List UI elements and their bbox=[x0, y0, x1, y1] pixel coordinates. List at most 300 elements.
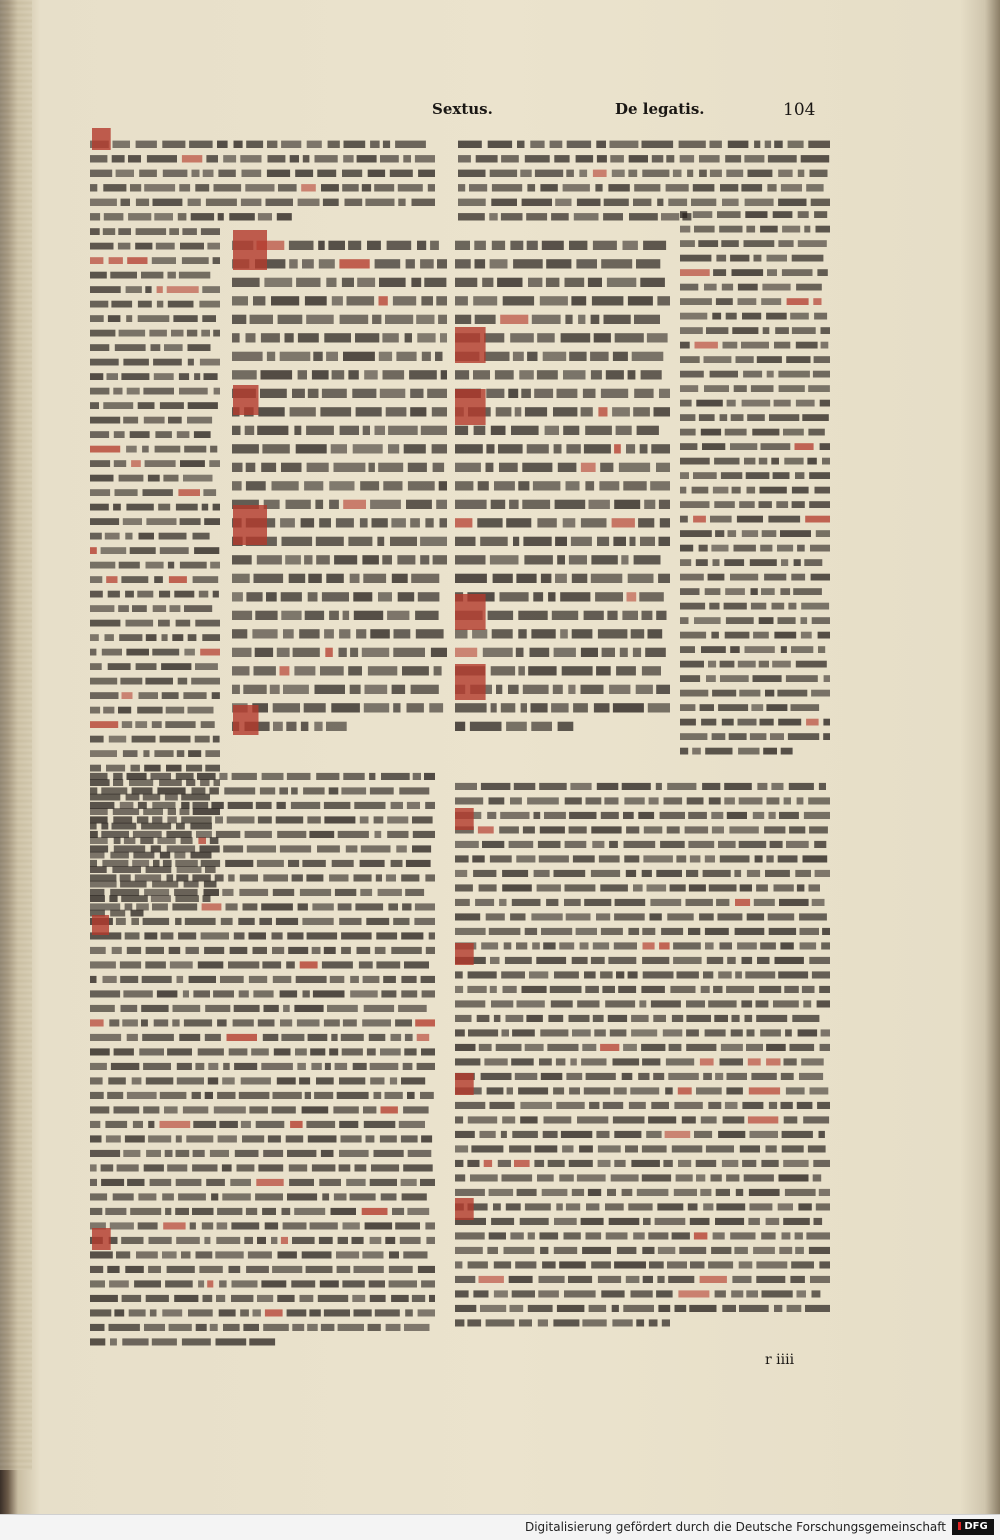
gloss-lower-left-word bbox=[259, 918, 272, 925]
gloss-lower-right-word bbox=[470, 1174, 498, 1181]
gloss-lower-left-word bbox=[366, 918, 389, 925]
gloss-left-word bbox=[90, 533, 102, 540]
gloss-lower-right-word bbox=[455, 1290, 469, 1297]
gloss-lower-right-word bbox=[718, 1131, 745, 1138]
gloss-lower-left-word bbox=[90, 1324, 105, 1331]
gloss-lower-right-word bbox=[778, 1203, 793, 1210]
main-text-right-word bbox=[472, 629, 487, 638]
gloss-right-top-word bbox=[673, 170, 682, 177]
gloss-right-word bbox=[813, 371, 830, 378]
gloss-lower-right-word bbox=[722, 1305, 736, 1312]
gloss-lower-right-word bbox=[502, 884, 532, 891]
gloss-lower-left-word bbox=[224, 787, 255, 794]
gloss-lower-left-word bbox=[413, 773, 421, 780]
gloss-lower-right-word bbox=[678, 1290, 709, 1297]
gloss-lower-right-word bbox=[502, 1174, 533, 1181]
gloss-lower-right-word bbox=[551, 1000, 573, 1007]
gloss-lower-right-word bbox=[675, 1305, 687, 1312]
main-text-word bbox=[285, 333, 294, 342]
gloss-left-word bbox=[132, 736, 156, 743]
main-text-right-word bbox=[609, 685, 630, 694]
gloss-lower-right-word bbox=[716, 1189, 730, 1196]
gloss-right-top-word bbox=[634, 184, 660, 191]
main-text-right-word bbox=[511, 426, 539, 435]
gloss-lower-left-word bbox=[190, 1222, 196, 1229]
gloss-right-top-word bbox=[657, 199, 663, 206]
gloss-lower-left-word bbox=[167, 845, 195, 852]
gloss-right-word bbox=[680, 545, 693, 552]
gloss-lower-right-word bbox=[782, 1232, 791, 1239]
gloss-lower-right-word bbox=[455, 1247, 483, 1254]
gloss-lower-left-word bbox=[114, 845, 145, 852]
gloss-lower-right-word bbox=[643, 942, 655, 949]
main-text-word bbox=[427, 389, 447, 398]
gloss-word bbox=[342, 184, 359, 191]
gloss-lower-left-word bbox=[138, 802, 147, 809]
main-text-word bbox=[232, 666, 250, 675]
gloss-lower-left-word bbox=[399, 1121, 425, 1128]
gloss-lower-right-word bbox=[686, 899, 713, 906]
gloss-lower-left-word bbox=[263, 1150, 283, 1157]
gloss-word bbox=[290, 155, 299, 162]
gloss-lower-right-word bbox=[491, 1218, 514, 1225]
gloss-right-word bbox=[751, 588, 758, 595]
gloss-left-word bbox=[90, 649, 96, 656]
main-text-word bbox=[257, 426, 288, 435]
gloss-left-word bbox=[188, 750, 201, 757]
gloss-right-top-word bbox=[567, 141, 591, 148]
gloss-right-word bbox=[680, 240, 695, 247]
gloss-left-word bbox=[210, 562, 220, 569]
gloss-left-word bbox=[179, 373, 189, 380]
gloss-lower-left-word bbox=[294, 1208, 325, 1215]
main-text-word bbox=[424, 278, 446, 287]
gloss-lower-right-word bbox=[550, 986, 582, 993]
gloss-left-word bbox=[90, 721, 118, 728]
main-text-word bbox=[332, 296, 343, 305]
gloss-lower-left-word bbox=[405, 1309, 413, 1316]
gloss-lower-left-word bbox=[105, 1208, 126, 1215]
main-text-word bbox=[408, 481, 435, 490]
gloss-lower-left-word bbox=[421, 1135, 432, 1142]
gloss-left-word bbox=[152, 721, 162, 728]
gloss-lower-right-word bbox=[690, 1261, 705, 1268]
gloss-lower-right-word bbox=[745, 971, 775, 978]
gloss-lower-right-word bbox=[791, 1261, 814, 1268]
gloss-lower-right-word bbox=[468, 1029, 498, 1036]
gloss-lower-right-word bbox=[784, 1116, 798, 1123]
gloss-lower-left-word bbox=[401, 976, 416, 983]
main-text-right-word bbox=[640, 537, 655, 546]
gloss-left-word bbox=[90, 634, 99, 641]
gloss-left-word bbox=[90, 663, 102, 670]
gloss-left-word bbox=[114, 460, 126, 467]
gloss-lower-left-word bbox=[354, 1266, 384, 1273]
gloss-left-word bbox=[167, 286, 199, 293]
main-text-word bbox=[367, 241, 381, 250]
gloss-lower-right-word bbox=[797, 1102, 813, 1109]
gloss-lower-left-word bbox=[176, 1179, 202, 1186]
gloss-lower-left-word bbox=[138, 1222, 158, 1229]
gloss-right-word bbox=[713, 559, 720, 566]
gloss-lower-left-word bbox=[230, 1179, 251, 1186]
gloss-lower-left-word bbox=[227, 1034, 258, 1041]
gloss-right-word bbox=[680, 574, 704, 581]
gloss-lower-left-word bbox=[116, 1251, 130, 1258]
gloss-left-word bbox=[179, 272, 210, 279]
gloss-left-word bbox=[90, 402, 99, 409]
gloss-lower-right-word bbox=[616, 971, 624, 978]
main-text-right-word bbox=[528, 666, 556, 675]
gloss-right-top-word bbox=[458, 213, 485, 220]
gloss-lower-left-word bbox=[339, 1077, 365, 1084]
gloss-right-top-word bbox=[788, 141, 804, 148]
gloss-lower-right-word bbox=[806, 1232, 830, 1239]
main-text-word bbox=[245, 426, 255, 435]
gloss-lower-left-word bbox=[122, 1019, 138, 1026]
gloss-lower-right-word bbox=[798, 1203, 811, 1210]
gloss-left-word bbox=[202, 634, 220, 641]
gloss-lower-right-word bbox=[528, 1305, 553, 1312]
gloss-lower-right-word bbox=[468, 1261, 488, 1268]
gloss-lower-left-word bbox=[375, 831, 382, 838]
gloss-right-word bbox=[692, 487, 709, 494]
main-text-word bbox=[436, 500, 447, 509]
gloss-right-word bbox=[792, 255, 824, 262]
main-text-right-word bbox=[584, 611, 604, 620]
gloss-lower-left-word bbox=[260, 787, 275, 794]
gloss-lower-right-word bbox=[468, 1116, 497, 1123]
gloss-lower-left-word bbox=[143, 1106, 159, 1113]
gloss-lower-left-word bbox=[346, 1179, 365, 1186]
gloss-lower-right-word bbox=[591, 1261, 611, 1268]
gloss-right-word bbox=[796, 661, 827, 668]
gloss-right-word bbox=[769, 414, 799, 421]
gloss-lower-right-word bbox=[566, 913, 591, 920]
gloss-left-word bbox=[90, 417, 120, 424]
main-text-right-word bbox=[492, 241, 505, 250]
gloss-lower-left-word bbox=[186, 1135, 213, 1142]
gloss-left-word bbox=[90, 881, 117, 888]
gloss-lower-right-word bbox=[715, 1073, 723, 1080]
gloss-lower-left-word bbox=[417, 1063, 435, 1070]
gloss-word bbox=[182, 155, 202, 162]
main-text-word bbox=[393, 703, 400, 712]
main-text-word bbox=[294, 426, 301, 435]
main-text-right-word bbox=[455, 555, 486, 564]
gloss-lower-left-word bbox=[238, 918, 254, 925]
main-text-word bbox=[411, 574, 439, 583]
gloss-lower-left-word bbox=[183, 990, 189, 997]
gloss-right-word bbox=[791, 574, 805, 581]
main-text-right-word bbox=[659, 500, 670, 509]
gloss-lower-right-word bbox=[512, 1290, 535, 1297]
main-text-word bbox=[232, 463, 243, 472]
gloss-word bbox=[218, 170, 235, 177]
gloss-lower-right-word bbox=[486, 913, 505, 920]
main-text-right-word bbox=[560, 592, 590, 601]
gloss-lower-left-word bbox=[381, 990, 396, 997]
gloss-lower-right-word bbox=[520, 1102, 552, 1109]
gloss-left-word bbox=[154, 750, 173, 757]
gloss-lower-right-word bbox=[688, 812, 707, 819]
gloss-left-word bbox=[123, 518, 142, 525]
gloss-left-word bbox=[159, 779, 182, 786]
gloss-word bbox=[412, 199, 436, 206]
gloss-lower-right-word bbox=[624, 855, 639, 862]
gloss-lower-left-word bbox=[217, 1019, 227, 1026]
gloss-lower-right-word bbox=[520, 1218, 549, 1225]
gloss-right-word bbox=[716, 255, 726, 262]
gloss-right-top-word bbox=[666, 184, 689, 191]
gloss-right-top-word bbox=[728, 141, 749, 148]
gloss-lower-right-word bbox=[656, 870, 682, 877]
main-text-right-word bbox=[581, 463, 596, 472]
gloss-lower-left-word bbox=[205, 1005, 230, 1012]
gloss-right-word bbox=[730, 574, 758, 581]
main-text-right-word bbox=[513, 259, 543, 268]
gloss-lower-left-word bbox=[215, 816, 223, 823]
gloss-right-top-word bbox=[526, 213, 547, 220]
main-text-word bbox=[232, 278, 260, 287]
gloss-lower-right-word bbox=[786, 841, 809, 848]
main-text-right-word bbox=[473, 370, 490, 379]
rubricated-initial bbox=[455, 664, 486, 700]
gloss-lower-right-word bbox=[556, 1203, 563, 1210]
gloss-lower-right-word bbox=[572, 1189, 584, 1196]
gloss-lower-left-word bbox=[343, 773, 364, 780]
gloss-left-word bbox=[205, 750, 220, 757]
gloss-lower-right-word bbox=[535, 1145, 558, 1152]
gloss-lower-right-word bbox=[537, 1174, 554, 1181]
gloss-lower-left-word bbox=[329, 787, 339, 794]
gloss-right-word bbox=[724, 559, 744, 566]
gloss-lower-left-word bbox=[90, 1193, 107, 1200]
main-text-word bbox=[277, 648, 290, 657]
gloss-right-word bbox=[741, 342, 769, 349]
gloss-lower-right-word bbox=[749, 1087, 780, 1094]
gloss-lower-left-word bbox=[176, 1150, 190, 1157]
gloss-right-word bbox=[765, 690, 774, 697]
main-text-word bbox=[232, 555, 252, 564]
gloss-lower-right-word bbox=[660, 812, 685, 819]
main-text-word bbox=[415, 611, 439, 620]
main-text-word bbox=[352, 389, 376, 398]
gloss-word bbox=[403, 155, 411, 162]
gloss-lower-left-word bbox=[391, 860, 403, 867]
gloss-lower-right-word bbox=[539, 855, 569, 862]
gloss-lower-left-word bbox=[108, 1077, 126, 1084]
gloss-right-word bbox=[777, 690, 807, 697]
main-text-right-word bbox=[508, 389, 518, 398]
gloss-lower-right-word bbox=[747, 913, 764, 920]
gloss-word bbox=[398, 184, 423, 191]
main-text-right-word bbox=[519, 370, 534, 379]
gloss-left-word bbox=[125, 533, 132, 540]
main-text-word bbox=[378, 592, 392, 601]
main-text-word bbox=[343, 500, 366, 509]
main-text-right-word bbox=[537, 333, 555, 342]
gloss-right-top-word bbox=[633, 199, 651, 206]
gloss-right-word bbox=[752, 429, 779, 436]
main-text-word bbox=[393, 296, 416, 305]
main-text-word bbox=[255, 611, 277, 620]
gloss-right-top-word bbox=[680, 155, 694, 162]
gloss-lower-left-word bbox=[391, 1295, 409, 1302]
gloss-lower-right-word bbox=[601, 1290, 624, 1297]
gloss-left-word bbox=[213, 591, 219, 598]
gloss-lower-left-word bbox=[175, 860, 198, 867]
gloss-lower-left-word bbox=[214, 1106, 246, 1113]
gloss-right-top-word bbox=[469, 184, 487, 191]
gloss-left-word bbox=[110, 272, 137, 279]
main-text-right-word bbox=[628, 296, 653, 305]
main-text-word bbox=[377, 537, 384, 546]
gloss-lower-right-word bbox=[819, 986, 830, 993]
gloss-lower-left-word bbox=[116, 918, 126, 925]
gloss-lower-right-word bbox=[472, 855, 484, 862]
main-text-word bbox=[429, 703, 443, 712]
gloss-right-word bbox=[713, 487, 729, 494]
gloss-lower-left-word bbox=[182, 1338, 211, 1345]
main-text-word bbox=[405, 333, 412, 342]
gloss-right-word bbox=[760, 545, 772, 552]
main-text-word bbox=[266, 592, 277, 601]
gloss-lower-left-word bbox=[216, 1295, 225, 1302]
gloss-left-word bbox=[171, 330, 184, 337]
gloss-right-word bbox=[745, 646, 775, 653]
gloss-right-word bbox=[680, 342, 690, 349]
main-text-word bbox=[326, 278, 336, 287]
gloss-lower-right-word bbox=[666, 1058, 694, 1065]
main-text-word bbox=[332, 370, 345, 379]
main-text-right-word bbox=[648, 703, 670, 712]
gloss-left-word bbox=[178, 678, 188, 685]
gloss-left-word bbox=[138, 315, 170, 322]
gloss-lower-left-word bbox=[111, 1063, 139, 1070]
gloss-lower-right-word bbox=[576, 928, 597, 935]
main-text-word bbox=[387, 611, 409, 620]
gloss-lower-right-word bbox=[662, 1319, 670, 1326]
gloss-lower-left-word bbox=[398, 1005, 427, 1012]
gloss-lower-right-word bbox=[518, 1087, 548, 1094]
gloss-right-top-word bbox=[522, 199, 552, 206]
main-text-right-word bbox=[645, 648, 666, 657]
gloss-lower-left-word bbox=[167, 874, 174, 881]
gloss-left-word bbox=[130, 431, 150, 438]
gloss-left-word bbox=[202, 315, 216, 322]
gloss-lower-right-word bbox=[648, 1232, 668, 1239]
main-text-right-word bbox=[593, 241, 617, 250]
gloss-right-top-word bbox=[491, 199, 517, 206]
gloss-lower-left-word bbox=[405, 889, 424, 896]
gloss-lower-left-word bbox=[306, 1266, 333, 1273]
gloss-left-word bbox=[172, 634, 183, 641]
main-text-word bbox=[280, 518, 295, 527]
gloss-lower-right-word bbox=[548, 1160, 565, 1167]
gloss-word bbox=[147, 155, 177, 162]
main-text-right-word bbox=[632, 352, 664, 361]
gloss-right-top-word bbox=[563, 184, 590, 191]
gloss-left-word bbox=[90, 750, 117, 757]
gloss-right-top-word bbox=[720, 184, 738, 191]
main-text-right-word bbox=[657, 296, 670, 305]
gloss-left-word bbox=[149, 330, 167, 337]
main-text-right-word bbox=[490, 555, 519, 564]
gloss-lower-right-word bbox=[708, 1261, 733, 1268]
gloss-left-word bbox=[146, 518, 176, 525]
gloss-lower-right-word bbox=[489, 797, 505, 804]
gloss-lower-right-word bbox=[749, 1189, 780, 1196]
gloss-lower-left-word bbox=[204, 889, 220, 896]
main-text-word bbox=[383, 481, 402, 490]
gloss-lower-left-word bbox=[90, 1034, 121, 1041]
main-text-right-word bbox=[516, 574, 536, 583]
gloss-left-word bbox=[205, 866, 216, 873]
gloss-lower-right-word bbox=[506, 1203, 521, 1210]
gloss-lower-left-word bbox=[276, 918, 298, 925]
main-text-right-word bbox=[557, 555, 565, 564]
gloss-left-word bbox=[90, 243, 114, 250]
gloss-lower-left-word bbox=[388, 903, 398, 910]
gloss-lower-right-word bbox=[480, 1305, 506, 1312]
gloss-left-word bbox=[186, 765, 202, 772]
main-text-word bbox=[340, 315, 369, 324]
main-text-right-word bbox=[455, 296, 468, 305]
gloss-lower-left-word bbox=[90, 1092, 104, 1099]
main-text-right-word bbox=[500, 315, 528, 324]
gloss-right-top-word bbox=[768, 155, 797, 162]
gloss-lower-right-word bbox=[790, 1276, 805, 1283]
gloss-lower-right-word bbox=[705, 855, 715, 862]
gloss-lower-right-word bbox=[655, 1218, 686, 1225]
gloss-lower-left-word bbox=[144, 932, 157, 939]
gloss-lower-right-word bbox=[609, 841, 618, 848]
main-text-right-word bbox=[568, 685, 575, 694]
gloss-lower-left-word bbox=[300, 1295, 314, 1302]
gloss-lower-right-word bbox=[584, 1087, 610, 1094]
gloss-lower-right-word bbox=[642, 870, 652, 877]
gloss-lower-left-word bbox=[90, 1266, 103, 1273]
main-text-right-word bbox=[490, 259, 508, 268]
main-text-word bbox=[326, 574, 344, 583]
gloss-lower-right-word bbox=[735, 971, 742, 978]
gloss-right-word bbox=[791, 646, 813, 653]
gloss-lower-left-word bbox=[261, 903, 293, 910]
gloss-lower-right-word bbox=[642, 1247, 654, 1254]
gloss-right-word bbox=[706, 675, 716, 682]
gloss-lower-left-word bbox=[306, 1121, 335, 1128]
main-text-right-word bbox=[648, 629, 663, 638]
gloss-lower-right-word bbox=[819, 783, 826, 790]
gloss-lower-left-word bbox=[283, 1005, 290, 1012]
gloss-right-word bbox=[780, 530, 811, 537]
gloss-lower-left-word bbox=[310, 1222, 338, 1229]
gloss-lower-left-word bbox=[90, 1048, 110, 1055]
gloss-right-top-word bbox=[781, 184, 802, 191]
gloss-left-word bbox=[137, 591, 153, 598]
gloss-lower-right-word bbox=[499, 826, 519, 833]
main-text-word bbox=[436, 296, 447, 305]
gloss-lower-right-word bbox=[638, 1073, 649, 1080]
gloss-lower-left-word bbox=[239, 1092, 270, 1099]
gloss-lower-left-word bbox=[318, 1295, 348, 1302]
gloss-lower-right-word bbox=[542, 1189, 568, 1196]
gloss-lower-left-word bbox=[249, 976, 267, 983]
gloss-lower-right-word bbox=[651, 1000, 681, 1007]
gloss-lower-left-word bbox=[331, 1208, 357, 1215]
gloss-word bbox=[189, 141, 213, 148]
